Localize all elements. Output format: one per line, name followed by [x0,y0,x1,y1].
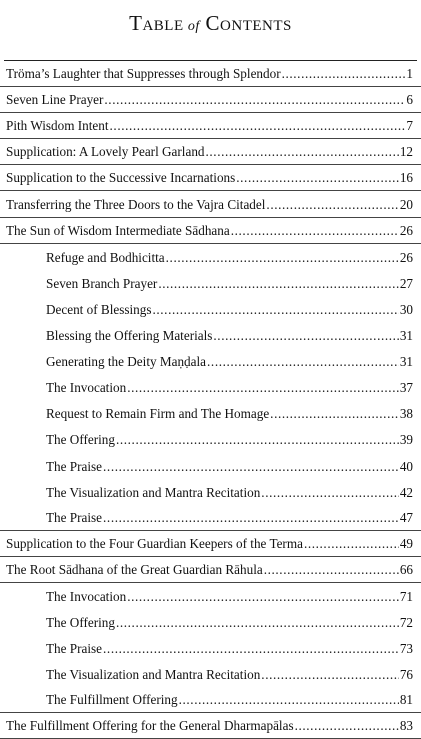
toc-page-number: 31 [399,354,413,370]
toc-entry-title: Pith Wisdom Intent [6,118,109,134]
dot-leader [236,170,399,186]
toc-page-number: 39 [399,432,413,448]
dot-leader [295,718,399,734]
dot-leader [304,536,399,552]
toc-entry-title: Refuge and Bodhicitta [46,249,165,265]
toc-entry-title: Supplication to the Successive Incarnations [6,170,236,186]
toc-subentry[interactable] [0,609,421,635]
toc-entry-title: Seven Branch Prayer [46,275,158,291]
title-able: ABLE [142,18,188,34]
toc-entry[interactable] [0,87,421,113]
toc-entry-line [46,641,413,657]
toc-page-number: 71 [399,588,413,604]
toc-entry-line [6,170,413,186]
dot-leader [231,223,399,239]
dot-leader [152,302,398,318]
toc-entry-line [46,432,413,448]
toc-page-number: 27 [399,275,413,291]
toc-entry[interactable] [0,191,421,217]
toc-entry-line [6,718,413,734]
toc-subentry[interactable] [0,244,421,270]
dot-leader [116,615,399,631]
toc-entry-title: Supplication to the Four Guardian Keepers of the Terma [6,535,303,551]
toc-page-number: 20 [399,196,413,212]
toc-entry-title: The Root Sādhana of the Great Guardian Rāhula [6,561,263,577]
toc-page-number: 76 [399,667,413,683]
title-initial-t: T [129,11,143,35]
toc-entry-title: The Offering [46,432,115,448]
dot-leader [104,92,405,108]
dot-leader [207,354,399,370]
dot-leader [127,589,399,605]
toc-entry-line [46,250,413,266]
dot-leader [103,459,399,475]
dot-leader [103,510,399,526]
toc-entry[interactable] [0,557,421,583]
toc-entry-title: The Sun of Wisdom Intermediate Sādhana [6,222,230,238]
page-title [0,10,421,40]
toc-entry-title: The Fulfillment Offering [46,692,178,708]
title-initial-c: C [199,11,221,35]
toc-entry[interactable] [0,61,421,87]
toc-subentry[interactable] [0,426,421,452]
dot-leader [127,380,399,396]
toc-page-number: 72 [399,615,413,631]
toc-subentry[interactable] [0,687,421,713]
toc-entry-line [46,406,413,422]
toc-entry-title: Request to Remain Firm and The Homage [46,406,270,422]
toc-entry-title: The Visualization and Mantra Recitation [46,667,261,683]
toc-page-number: 31 [399,328,413,344]
dot-leader [206,144,399,160]
toc-page-number: 73 [399,641,413,657]
toc-page-number: 38 [399,406,413,422]
toc-page-number: 1 [406,66,413,82]
toc-entry-title: The Invocation [46,380,127,396]
dot-leader [282,66,406,82]
toc-subentry[interactable] [0,479,421,505]
dot-leader [158,276,398,292]
dot-leader [116,432,399,448]
toc-entry-line [6,144,413,160]
toc-subentry[interactable] [0,635,421,661]
dot-leader [266,197,398,213]
toc-subentry[interactable] [0,661,421,687]
toc-entry[interactable] [0,139,421,165]
toc-page-number: 16 [399,170,413,186]
toc-page-number: 47 [399,509,413,525]
toc-entry-line [6,223,413,239]
toc-page-number: 7 [406,118,413,134]
toc-entry-title: The Praise [46,458,103,474]
toc-list [0,61,421,739]
title-of: of [187,19,200,34]
toc-page-number: 26 [399,249,413,265]
toc-entry-line [46,380,413,396]
toc-subentry[interactable] [0,400,421,426]
toc-entry-line [46,667,413,683]
toc-entry-title: The Invocation [46,588,127,604]
toc-entry-line [46,692,413,708]
toc-entry-line [6,66,413,82]
toc-entry-title: Seven Line Prayer [6,92,104,108]
toc-page-number: 66 [399,561,413,577]
toc-entry-line [46,459,413,475]
toc-entry-title: The Praise [46,509,103,525]
toc-entry-line [46,510,413,526]
toc-entry-line [46,354,413,370]
dot-leader [261,485,399,501]
toc-entry-line [46,302,413,318]
dot-leader [166,250,399,266]
toc-page-number: 6 [406,92,413,108]
toc-page-number: 40 [399,458,413,474]
toc-entry-title: The Praise [46,641,103,657]
toc-subentry[interactable] [0,583,421,609]
toc-subentry[interactable] [0,505,421,531]
toc-entry-line [46,276,413,292]
toc-page-number: 12 [399,144,413,160]
toc-subentry[interactable] [0,452,421,478]
toc-entry[interactable] [0,531,421,557]
toc-entry[interactable] [0,165,421,191]
toc-entry-line [46,485,413,501]
dot-leader [270,406,399,422]
toc-subentry[interactable] [0,322,421,348]
dot-leader [179,692,399,708]
toc-page-number: 37 [399,380,413,396]
toc-subentry[interactable] [0,270,421,296]
toc-entry-title: The Fulfillment Offering for the General Dharmapālas [6,718,294,734]
toc-entry-title: Decent of Blessings [46,301,152,317]
toc-entry-title: Tröma’s Laughter that Suppresses through Splendor [6,66,281,82]
toc-subentry[interactable] [0,374,421,400]
toc-entry-line [6,118,413,134]
toc-entry-line [6,92,413,108]
toc-subentry[interactable] [0,348,421,374]
toc-entry-line [46,328,413,344]
toc-entry-line [6,562,413,578]
toc-entry[interactable] [0,113,421,139]
toc-page-number: 30 [399,301,413,317]
title-ontents: ONTENTS [220,18,292,34]
toc-entry-title: Transferring the Three Doors to the Vajra Citadel [6,196,266,212]
toc-entry-title: Supplication: A Lovely Pearl Garland [6,144,205,160]
dot-leader [213,328,398,344]
toc-entry-line [6,197,413,213]
toc-entry-title: Blessing the Offering Materials [46,328,213,344]
toc-entry[interactable] [0,218,421,244]
toc-entry-title: The Visualization and Mantra Recitation [46,484,261,500]
dot-leader [261,667,399,683]
dot-leader [110,118,406,134]
toc-entry-title: Generating the Deity Maṇḍala [46,354,207,370]
toc-subentry[interactable] [0,296,421,322]
dot-leader [264,562,399,578]
toc-entry-line [46,589,413,605]
toc-page-number: 81 [399,692,413,708]
toc-page-number: 83 [399,718,413,734]
toc-entry-line [6,536,413,552]
toc-page-number: 49 [399,535,413,551]
toc-entry[interactable] [0,713,421,739]
toc-entry-title: The Offering [46,615,115,631]
dot-leader [103,641,399,657]
toc-page-number: 42 [399,484,413,500]
toc-entry-line [46,615,413,631]
toc-page-number: 26 [399,222,413,238]
